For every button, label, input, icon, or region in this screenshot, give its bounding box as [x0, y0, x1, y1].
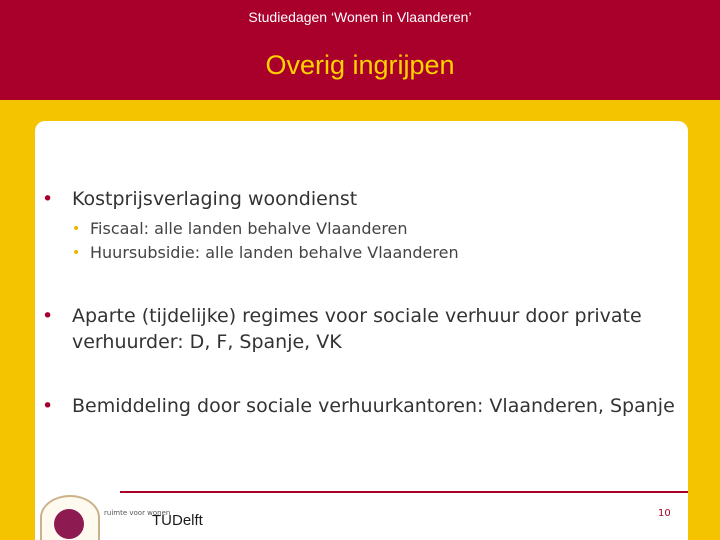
- bullet-item: [42, 393, 682, 419]
- sub-bullet-dot-icon: •: [72, 221, 81, 237]
- page-number: 10: [658, 508, 671, 519]
- slide-title: Overig ingrijpen: [265, 50, 455, 80]
- bullet-text: Aparte (tijdelijke) regimes voor sociale verhuur door private verhuurder: D, F, Spanje, VK: [72, 305, 642, 353]
- bullet-item: [42, 186, 682, 212]
- logo-emblem-icon: [54, 509, 84, 539]
- tudelft-logo-text: TUDelft: [152, 512, 203, 529]
- bullet-dot-icon: •: [42, 188, 54, 210]
- sub-bullet-item: [42, 241, 682, 265]
- left-logo-text: ruimte voor wonen: [104, 509, 171, 517]
- bullet-dot-icon: •: [42, 305, 54, 327]
- bullet-text: Bemiddeling door sociale verhuurkantoren: Vlaanderen, Spanje: [72, 395, 675, 417]
- sub-bullet-text: Huursubsidie: alle landen behalve Vlaanderen: [90, 243, 459, 262]
- bullet-dot-icon: •: [42, 395, 54, 417]
- conference-title: Studiedagen ‘Wonen in Vlaanderen’: [248, 9, 472, 25]
- sub-bullet-item: [42, 217, 682, 241]
- ruimte-voor-wonen-logo: [40, 495, 100, 540]
- sub-bullet-dot-icon: •: [72, 245, 81, 261]
- bullet-item: [42, 303, 682, 355]
- sub-bullet-text: Fiscaal: alle landen behalve Vlaanderen: [90, 219, 408, 238]
- tudelft-logo: [138, 508, 203, 538]
- bullet-text: Kostprijsverlaging woondienst: [72, 188, 358, 210]
- slide-header: [0, 0, 720, 100]
- footer-divider: [120, 491, 688, 493]
- bullet-list: [42, 186, 682, 419]
